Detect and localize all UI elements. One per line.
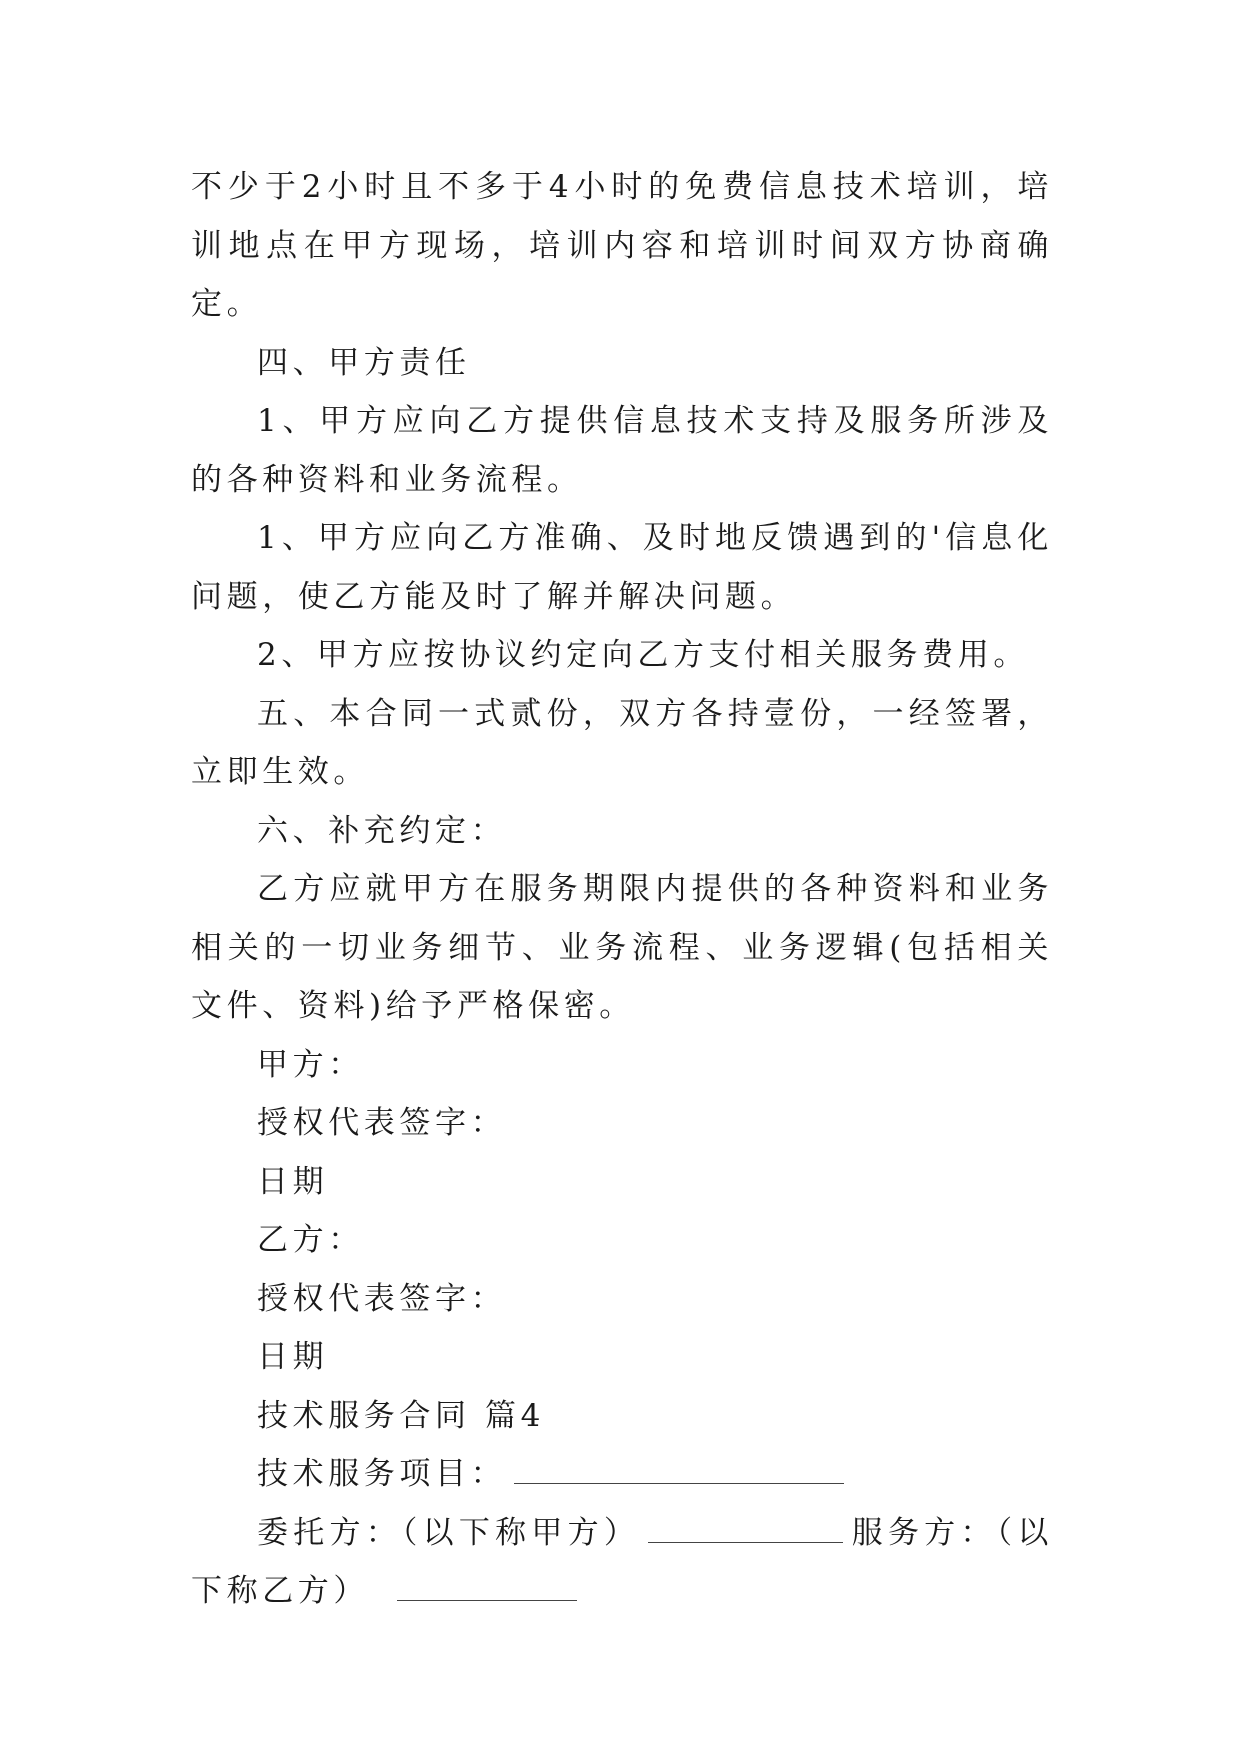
- party-b-signature-label: 授权代表签字：: [257, 1280, 507, 1317]
- party-b-date-label: 日期: [257, 1339, 329, 1375]
- paragraph-4-1b: 1、甲方应向乙方准确、及时地反馈遇到的'信息化问题，使乙方能及时了解并解决问题。: [191, 520, 1053, 615]
- client-label: 委托方：（以下称甲方）: [257, 1514, 641, 1551]
- party-a-label: 甲方：: [257, 1046, 364, 1083]
- party-b-label: 乙方：: [257, 1222, 364, 1258]
- heading-section-4: 四、甲方责任: [257, 344, 471, 381]
- paragraph-4-1: 1、甲方应向乙方提供信息技术支持及服务所涉及的各种资料和业务流程。: [191, 403, 1053, 498]
- document-body: [191, 158, 1053, 1621]
- provider-label: 服务方：（以下称乙方）: [191, 1514, 1053, 1609]
- party-a-signature-label: 授权代表签字：: [257, 1105, 507, 1141]
- paragraph-6-body: 乙方应就甲方在服务期限内提供的各种资料和业务相关的一切业务细节、业务流程、业务逻辑(包括相关文件、资料)给予严格保密。: [191, 871, 1053, 1024]
- party-a-date-label: 日期: [257, 1163, 329, 1200]
- contract-4-title: 技术服务合同 篇4: [257, 1397, 545, 1434]
- project-line: [191, 1445, 1053, 1504]
- project-label: 技术服务项目：: [257, 1456, 507, 1492]
- paragraph-section-5: 五、本合同一式贰份，双方各持壹份，一经签署，立即生效。: [191, 695, 1053, 790]
- parties-line: [191, 1504, 1053, 1621]
- project-blank-field[interactable]: [514, 1449, 844, 1484]
- client-blank-field[interactable]: [648, 1508, 843, 1543]
- provider-blank-field[interactable]: [397, 1566, 577, 1601]
- paragraph-4-2: 2、甲方应按协议约定向乙方支付相关服务费用。: [257, 637, 1029, 673]
- paragraph-training-continued: 不少于2小时且不多于4小时的免费信息技术培训，培训地点在甲方现场，培训内容和培训时间双方协商确定。: [191, 169, 1053, 322]
- heading-section-6: 六、补充约定：: [257, 812, 507, 849]
